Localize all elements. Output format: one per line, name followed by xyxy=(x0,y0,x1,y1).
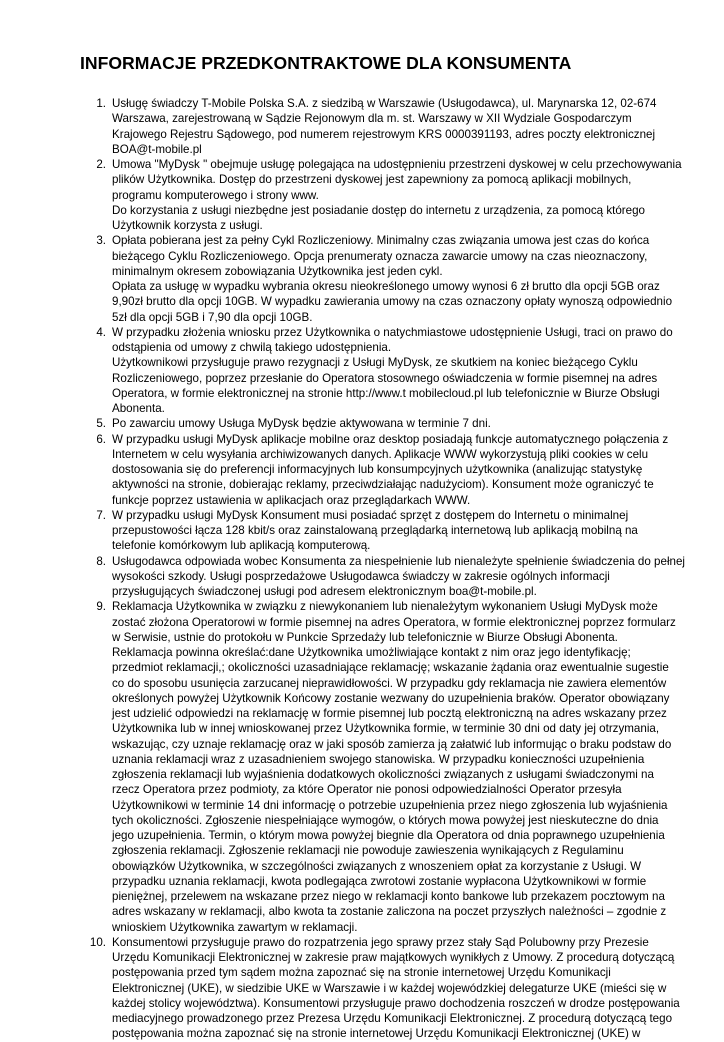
clause-item xyxy=(85,325,685,417)
clause-item xyxy=(85,96,685,157)
clause-paragraph: W przypadku usługi MyDysk Konsument musi posiadać sprzęt z dostępem do Internetu o minimalnej przepustowości łącza 128 kbit/s oraz zainstalowaną przeglądarką internetową lub aplikacją mobilną na telefonie komórkowym lub aplikacją komputerową. xyxy=(112,508,638,553)
clause-paragraph: W przypadku złożenia wniosku przez Użytkownika o natychmiastowe udostępnienie Usługi, traci on prawo do odstąpienia od umowy z chwilą takiego udostępnienia. xyxy=(112,325,673,354)
clause-number: 8. xyxy=(96,554,106,568)
clause-number: 9. xyxy=(96,600,106,614)
clause-number: 6. xyxy=(96,432,106,446)
clause-paragraph: Reklamacja powinna określać:dane Użytkownika umożliwiające kontakt z nim oraz jego identyfikację; przedmiot reklamacji,; okoliczności uzasadniające reklamację; wskazanie żądania oraz ewentualnie sugestie co do sposobu usunięcia zarzucanej nieprawidłowości. W przypadku gdy reklamacja nie zawiera elementów określonych powyżej Użytkownik Końcowy zostanie wezwany do uzupełnienia braków. Operator obowiązany jest udzielić odpowiedzi na reklamację w formie pisemnej lub pocztą elektroniczną na adres wskazany przez Użytkownika lub w innej wnioskowanej przez Użytkownika formie, w terminie 30 dni od daty jej otrzymania, wskazując, czy uznaje reklamację oraz w jaki sposób zamierza ją załatwić lub informując o braku podstaw do uznania reklamacji wraz z uzasadnieniem swojego stanowiska. W przypadku konieczności uzupełnienia zgłoszenia reklamacji lub wyjaśnienia dodatkowych okoliczności związanych z usługami świadczonymi na rzecz Operatora przez podmioty, za które Operator nie ponosi odpowiedzialności Operator przesyła Użytkownikowi w terminie 14 dni informację o potrzebie uzupełnienia przez niego zgłoszenia lub wyjaśnienia tych okoliczności. Zgłoszenie niespełniające wymogów, o których mowa powyżej jest nieskuteczne do dnia jego uzupełnienia. Termin, o którym mowa powyżej biegnie dla Operatora od dnia poprawnego uzupełnienia zgłoszenia reklamacji. Zgłoszenie reklamacji nie powoduje zawieszenia wynikających z Regulaminu obowiązków Użytkownika, w szczególności związanych z wnoszeniem opłat za korzystanie z Usługi. W przypadku uznania reklamacji, kwota podlegająca zwrotowi zostanie wypłacona Użytkownikowi w formie pieniężnej, przelewem na wskazane przez niego w reklamacji konto bankowe lub przekazem pocztowym na adres wskazany w reklamacji, albo kwota ta zostanie zaliczona na poczet przyszłych należności – zgodnie z wnioskiem Użytkownika zawartym w reklamacji. xyxy=(112,646,672,934)
clause-paragraph: Usługodawca odpowiada wobec Konsumenta za niespełnienie lub nienależyte spełnienie świadczenia do pełnej wysokości szkody. Usługi posprzedażowe Usługodawca świadczy w zakresie ogólnych informacji przysługujących świadczonej usługi pod adresem elektronicznym boa@t-mobile.pl. xyxy=(112,554,685,598)
clause-paragraph: Usługę świadczy T-Mobile Polska S.A. z siedzibą w Warszawie (Usługodawca), ul. Marynarska 12, 02-674 Warszawa, zarejestrowaną w Sądzie Rejonowym dla m. st. Warszawy w XII Wydziale Gospodarczym Krajowego Rejestru Sądowego, pod numerem rejestrowym KRS 0000391193, adres poczty elektronicznej BOA@t-mobile.pl xyxy=(112,97,657,156)
clause-paragraph: Opłata pobierana jest za pełny Cykl Rozliczeniowy. Minimalny czas związania umowa jest czas do końca bieżącego Cyklu Rozliczeniowego. Opcja prenumeraty oznacza zawarcie umowy na czas nieoznaczony, minimalnym okresem zobowiązania Użytkownika jest jeden cykl. xyxy=(112,234,650,278)
clause-number: 10. xyxy=(89,935,106,949)
clause-item xyxy=(85,935,685,1042)
clause-item xyxy=(85,432,685,508)
clause-number: 5. xyxy=(96,417,106,431)
clause-paragraph: Użytkownikowi przysługuje prawo rezygnacji z Usługi MyDysk, ze skutkiem na koniec bieżącego Cyklu Rozliczeniowego, poprzez przesłanie do Operatora stosownego oświadczenia w formie pisemnej na adres Operatora, w formie elektronicznej na stronie http://www.t mobilecloud.pl lub telefonicznie w Biurze Obsługi Abonenta. xyxy=(112,356,660,415)
clause-number: 4. xyxy=(96,325,106,339)
clause-paragraph: Opłata za usługę w wypadku wybrania okresu nieokreślonego umowy wynosi 6 zł brutto dla opcji 5GB oraz 9,90zł brutto dla opcji 10GB. W wypadku zawierania umowy na czas oznaczony opłaty wynoszą odpowiednio 5zł dla opcji 5GB i 7,90 dla opcji 10GB. xyxy=(112,280,673,324)
clause-item xyxy=(85,599,685,935)
clause-number: 3. xyxy=(96,234,106,248)
clause-item xyxy=(85,508,685,554)
clause-paragraph: Umowa "MyDysk " obejmuje usługę polegająca na udostępnieniu przestrzeni dyskowej w celu przechowywania plików Użytkownika. Dostęp do przestrzeni dyskowej jest zapewniony za pomocą aplikacji mobilnych, programu komputerowego i strony www. xyxy=(112,158,682,202)
clause-item xyxy=(85,416,685,431)
clause-number: 1. xyxy=(96,97,106,110)
document-title: INFORMACJE PRZEDKONTRAKTOWE DLA KONSUMENTA xyxy=(80,53,572,73)
clause-number: 7. xyxy=(96,508,106,522)
clause-paragraph: W przypadku usługi MyDysk aplikacje mobilne oraz desktop posiadają funkcje automatycznego połączenia z Internetem w celu wysyłania archiwizowanych danych. Aplikacje WWW wykorzystują pliki cookies w celu dostosowania się do preferencji informacyjnych lub konsumpcyjnych użytkownika (analizując statystykę aktywności na stronie, dobierając reklamy, przeciwdziałając nadużyciom). Konsument może ograniczyć te funkcje poprzez ustawienia w aplikacjach oraz przeglądarkach WWW. xyxy=(112,432,669,507)
clause-paragraph: Reklamacja Użytkownika w związku z niewykonaniem lub nienależytym wykonaniem Usługi MyDysk może zostać złożona Operatorowi w formie pisemnej na adres Operatora, w formie elektronicznej poprzez formularz w Serwisie, ustnie do protokołu w Punkcie Sprzedaży lub telefonicznie w Biurze Obsługi Abonenta. xyxy=(112,600,676,644)
clause-item xyxy=(85,554,685,600)
clause-paragraph: Konsumentowi przysługuje prawo do rozpatrzenia jego sprawy przez stały Sąd Polubowny przy Prezesie Urzędu Komunikacji Elektronicznej w zakresie praw majątkowych wynikłych z Umowy. Z procedurą dotyczącą postępowania przed tym sądem można zapoznać się na stronie internetowej Urzędu Komunikacji Elektronicznej (UKE), w siedzibie UKE w Warszawie i w każdej wojewódzkiej delegaturze UKE (mieści się w każdej stolicy województwa). Konsumentowi przysługuje prawo dochodzenia roszczeń w drodze postępowania mediacyjnego prowadzonego przez Prezesa Urzędu Komunikacji Elektronicznej. Z procedurą dotyczącą tego postępowania można zapoznać się na stronie internetowej Urzędu Komunikacji Elektronicznej (UKE) w xyxy=(112,935,680,1041)
clause-list xyxy=(85,96,685,1042)
clause-paragraph: Do korzystania z usługi niezbędne jest posiadanie dostęp do internetu z urządzenia, za pomocą którego Użytkownik korzysta z usługi. xyxy=(112,203,645,232)
clause-item xyxy=(85,233,685,325)
clause-paragraph: Po zawarciu umowy Usługa MyDysk będzie aktywowana w terminie 7 dni. xyxy=(112,417,491,431)
clause-item xyxy=(85,157,685,233)
clause-number: 2. xyxy=(96,158,106,171)
